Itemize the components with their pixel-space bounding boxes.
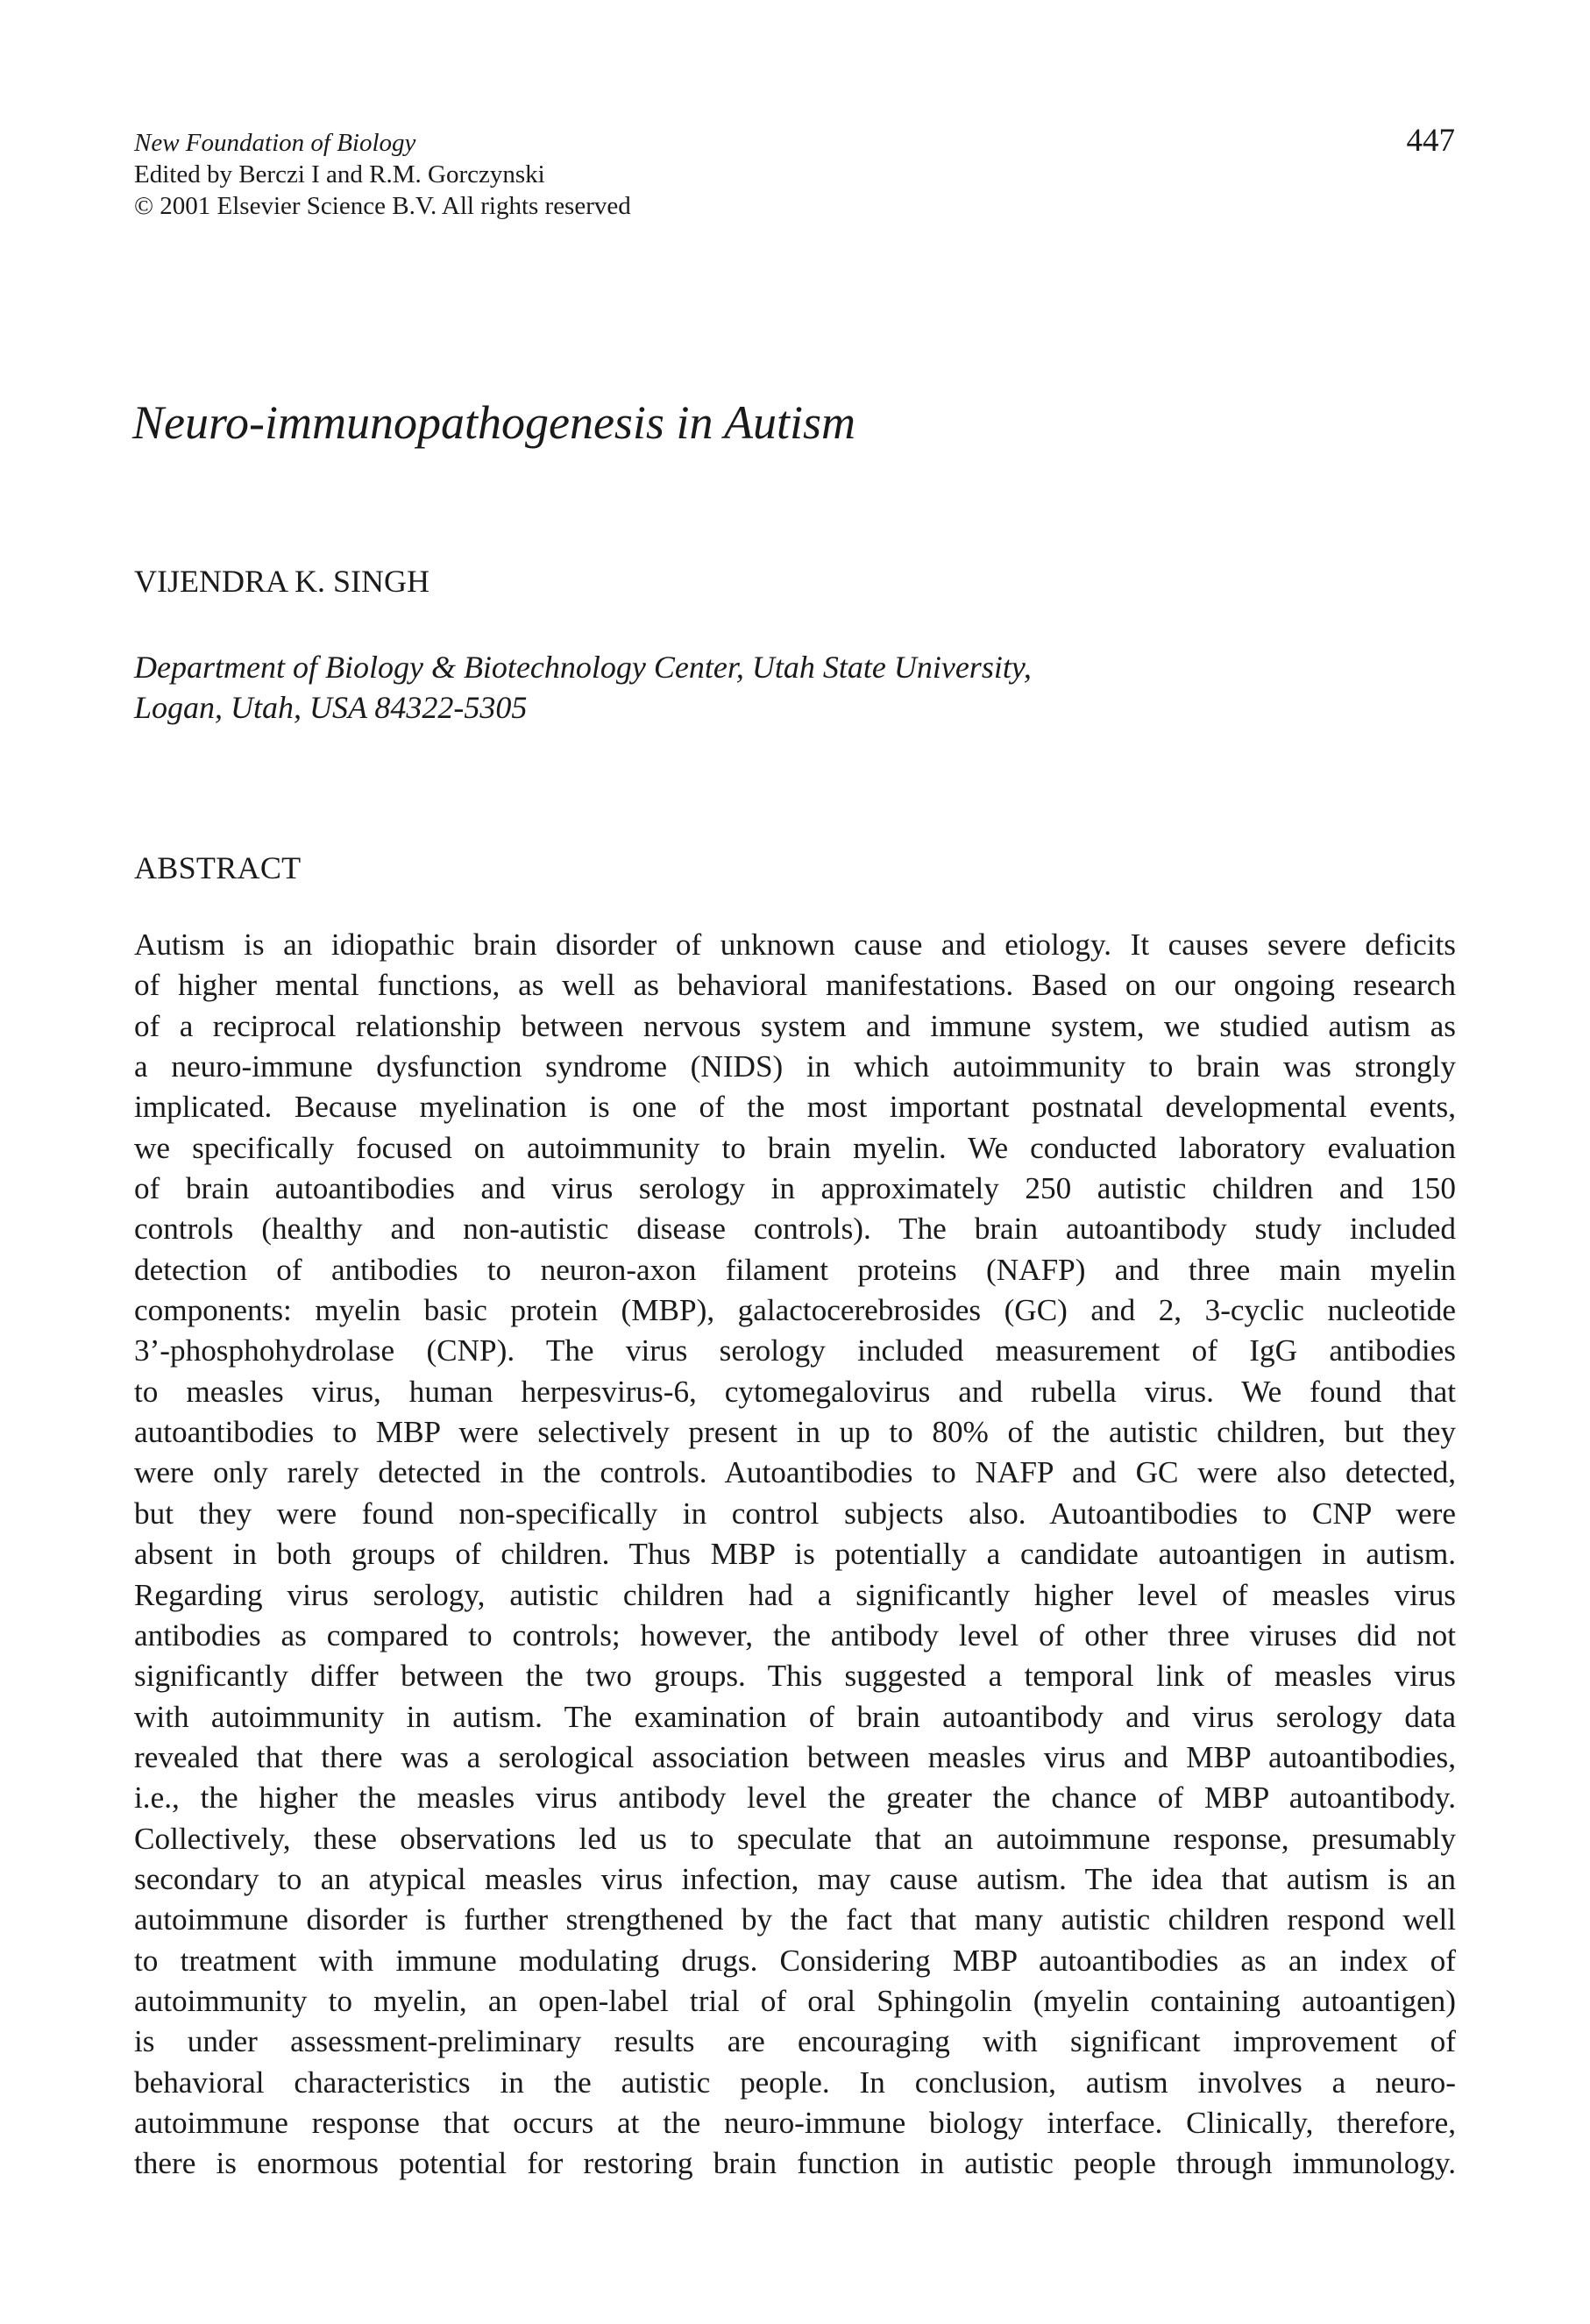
abstract-line: secondary to an atypical measles virus infection, may cause autism. The idea that autism is an — [134, 1861, 1456, 1896]
abstract-line: controls (healthy and non-autistic disease controls). The brain autoantibody study included — [134, 1212, 1456, 1247]
abstract-line: autoimmune disorder is further strengthened by the fact that many autistic children respond well — [134, 1902, 1456, 1937]
abstract-line: autoimmunity to myelin, an open-label trial of oral Sphingolin (myelin containing autoantigen) — [134, 1983, 1456, 2018]
abstract-line: antibodies as compared to controls; however, the antibody level of other three viruses did not — [134, 1617, 1456, 1652]
abstract-line: autoimmune response that occurs at the neuro-immune biology interface. Clinically, therefore, — [134, 2105, 1456, 2140]
abstract-line: 3’-phosphohydrolase (CNP). The virus serology included measurement of IgG antibodies — [134, 1333, 1456, 1368]
author-name: VIJENDRA K. SINGH — [134, 564, 430, 599]
abstract-line: with autoimmunity in autism. The examination of brain autoantibody and virus serology data — [134, 1699, 1456, 1734]
running-header — [134, 127, 1449, 222]
abstract-line: of higher mental functions, as well as behavioral manifestations. Based on our ongoing research — [134, 968, 1456, 1003]
abstract-line: components: myelin basic protein (MBP), galactocerebrosides (GC) and 2, 3-cyclic nucleotide — [134, 1293, 1456, 1328]
author-affiliation — [134, 647, 1466, 728]
abstract-line: implicated. Because myelination is one of the most important postnatal developmental events, — [134, 1090, 1456, 1125]
abstract-line: absent in both groups of children. Thus MBP is potentially a candidate autoantigen in autism. — [134, 1537, 1456, 1572]
abstract-line: Regarding virus serology, autistic children had a significantly higher level of measles virus — [134, 1577, 1456, 1612]
abstract-line: to measles virus, human herpesvirus-6, cytomegalovirus and rubella virus. We found that — [134, 1374, 1456, 1409]
abstract-line: i.e., the higher the measles virus antibody level the greater the chance of MBP autoantibody. — [134, 1780, 1456, 1816]
affiliation-line: Department of Biology & Biotechnology Center, Utah State University, — [134, 650, 1032, 685]
abstract-line: to treatment with immune modulating drugs. Considering MBP autoantibodies as an index of — [134, 1943, 1456, 1978]
abstract-line: behavioral characteristics in the autistic people. In conclusion, autism involves a neuro- — [134, 2065, 1456, 2100]
abstract-line: Autism is an idiopathic brain disorder of unknown cause and etiology. It causes severe deficits — [134, 927, 1456, 962]
abstract-line: autoantibodies to MBP were selectively present in up to 80% of the autistic children, but they — [134, 1415, 1456, 1450]
abstract-line: revealed that there was a serological association between measles virus and MBP autoantibodies, — [134, 1739, 1456, 1774]
abstract-line: of a reciprocal relationship between nervous system and immune system, we studied autism as — [134, 1008, 1456, 1043]
article-title: Neuro-immunopathogenesis in Autism — [132, 396, 855, 449]
abstract-line: of brain autoantibodies and virus serology in approximately 250 autistic children and 150 — [134, 1171, 1456, 1206]
abstract-line: is under assessment-preliminary results are encouraging with significant improvement of — [134, 2024, 1456, 2059]
series-title: New Foundation of Biology — [134, 129, 416, 157]
abstract-line: detection of antibodies to neuron-axon filament proteins (NAFP) and three main myelin — [134, 1252, 1456, 1287]
abstract-line: were only rarely detected in the controls. Autoantibodies to NAFP and GC were also detected, — [134, 1455, 1456, 1490]
page-number: 447 — [1406, 123, 1455, 159]
abstract-heading: ABSTRACT — [134, 850, 302, 885]
copyright-line: © 2001 Elsevier Science B.V. All rights reserved — [134, 192, 631, 220]
abstract-line: there is enormous potential for restoring brain function in autistic people through immunology. — [134, 2146, 1456, 2181]
abstract-line: but they were found non-specifically in control subjects also. Autoantibodies to CNP were — [134, 1496, 1456, 1531]
abstract-line: a neuro-immune dysfunction syndrome (NIDS) in which autoimmunity to brain was strongly — [134, 1049, 1456, 1084]
editors-line: Edited by Berczi I and R.M. Gorczynski — [134, 160, 545, 188]
abstract-body — [134, 925, 1456, 2185]
abstract-line: significantly differ between the two groups. This suggested a temporal link of measles virus — [134, 1659, 1456, 1694]
abstract-line: Collectively, these observations led us to speculate that an autoimmune response, presumably — [134, 1821, 1456, 1856]
abstract-line: we specifically focused on autoimmunity to brain myelin. We conducted laboratory evaluation — [134, 1130, 1456, 1165]
affiliation-line: Logan, Utah, USA 84322-5305 — [134, 690, 528, 725]
